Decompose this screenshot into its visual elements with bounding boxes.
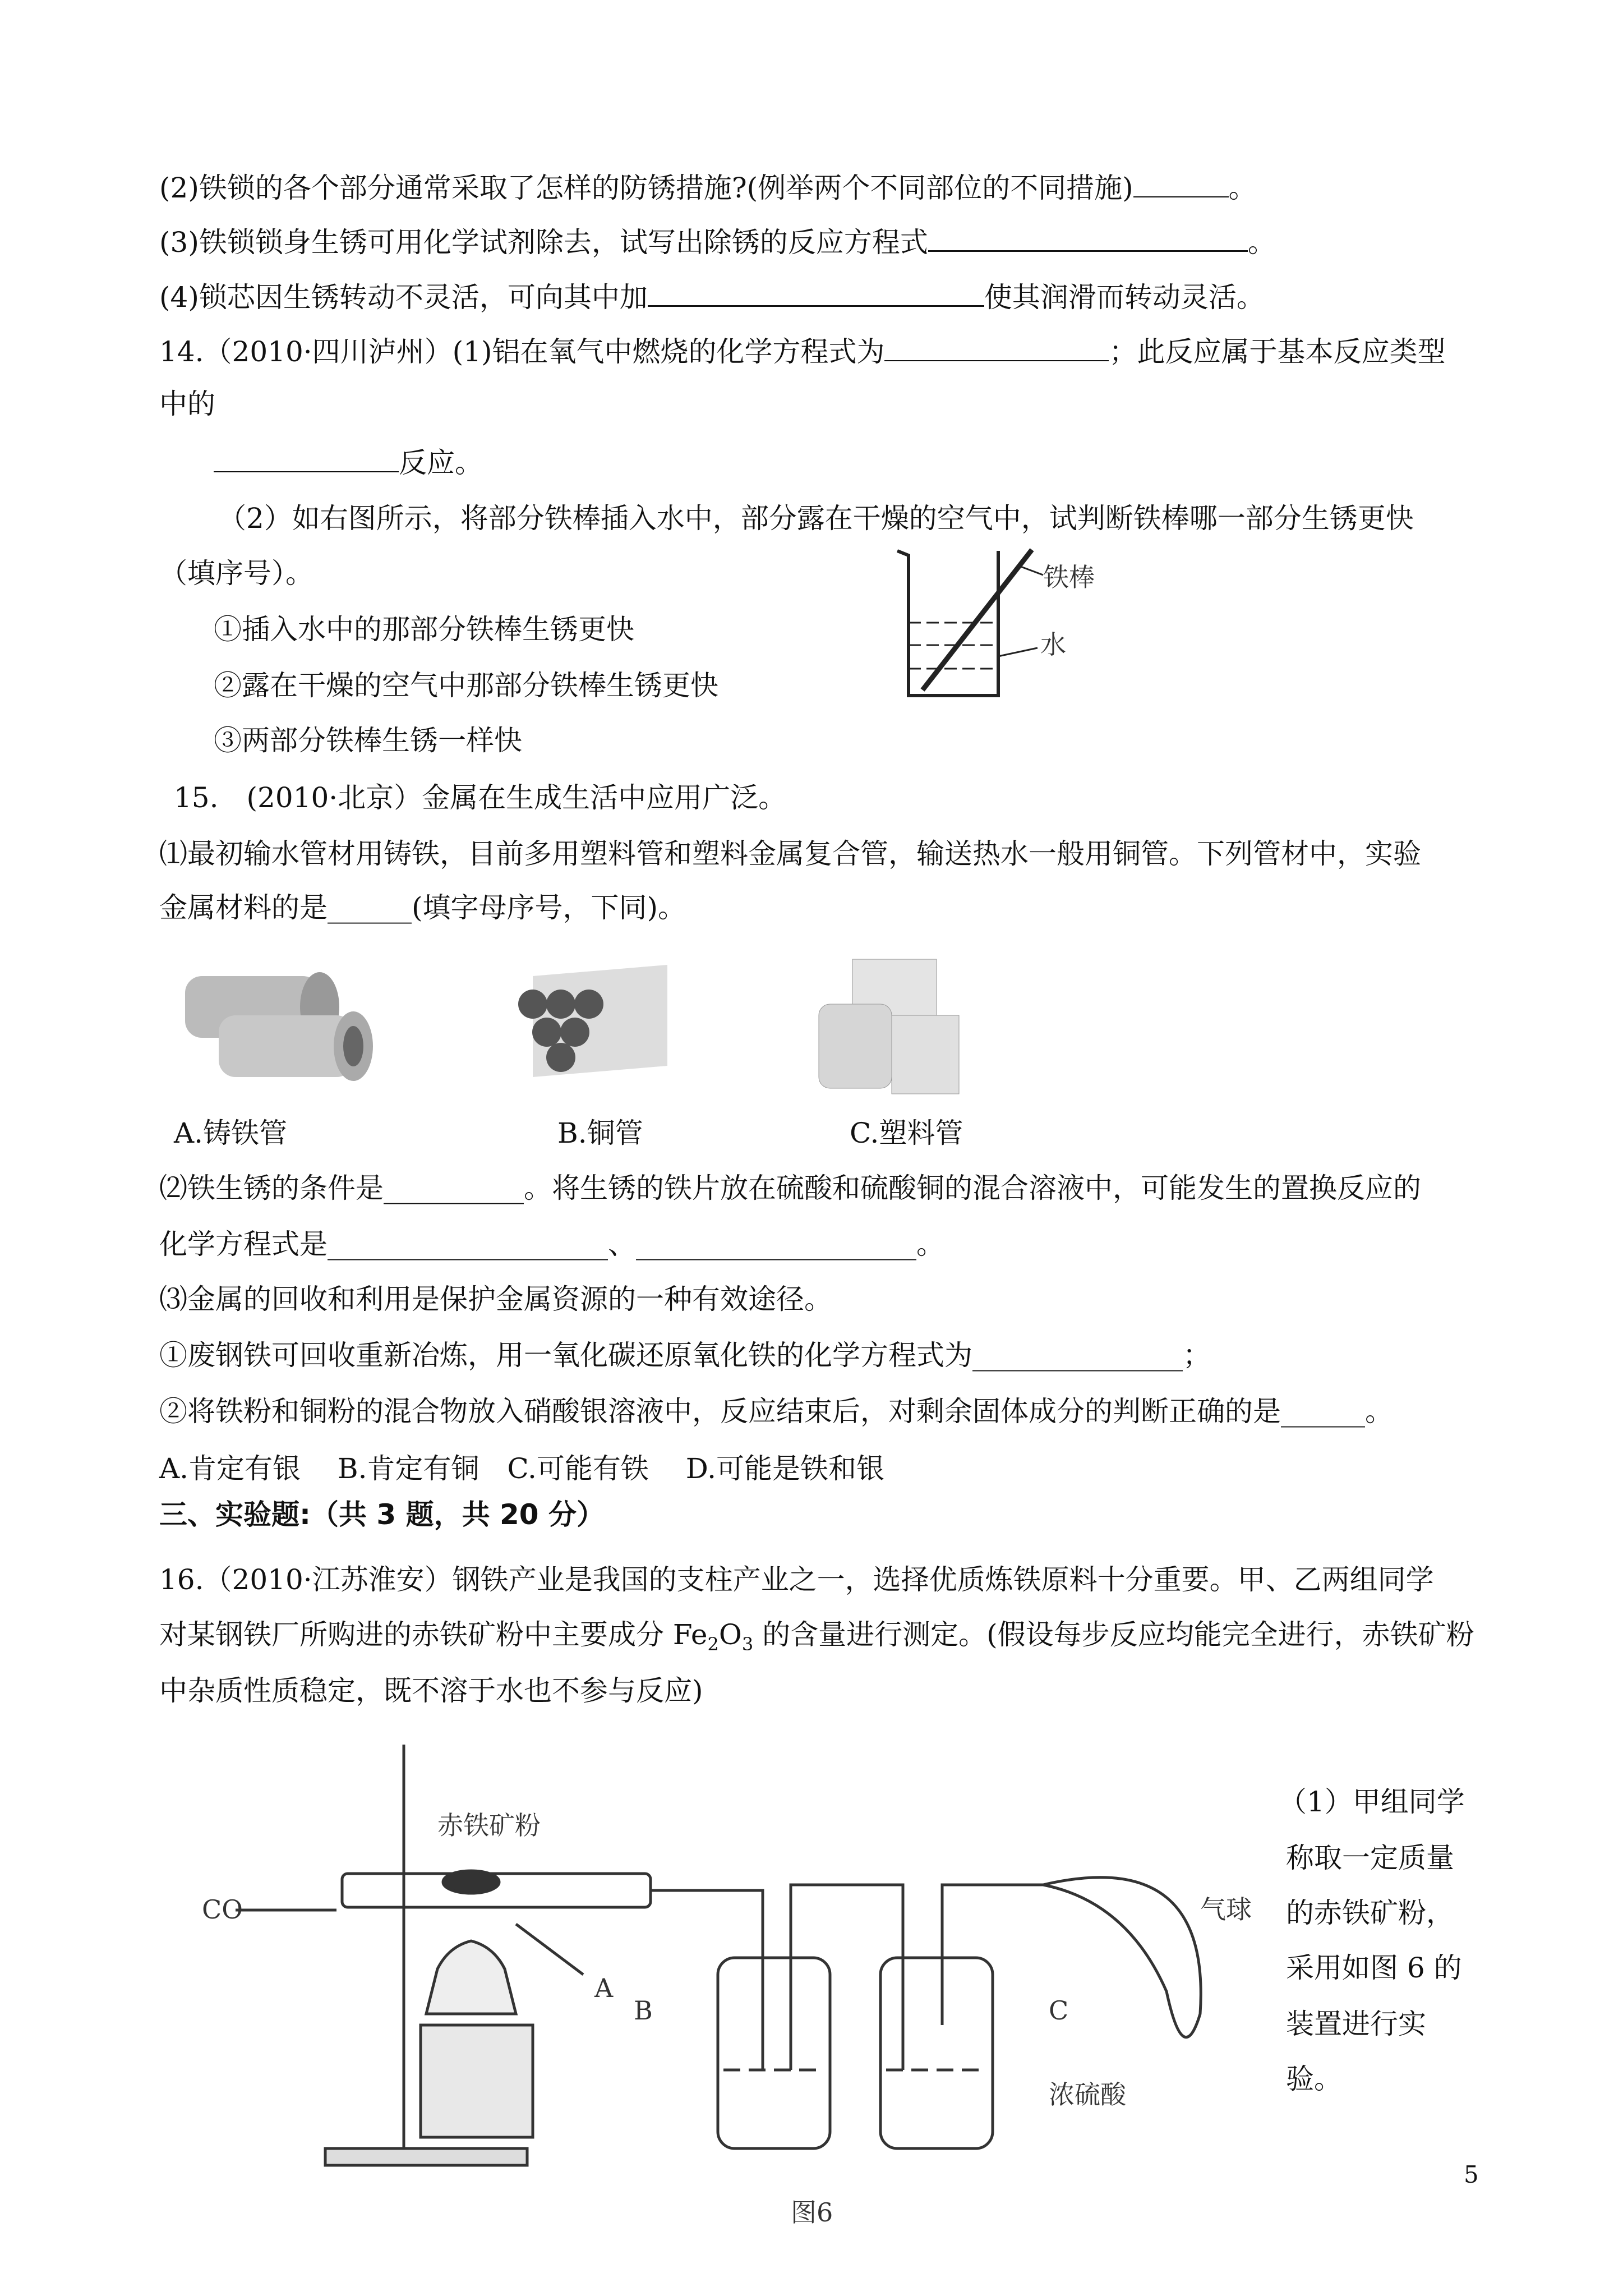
text: (3)铁锁锁身生锈可用化学试剂除去，试写出除锈的反应方程式 (159, 226, 928, 259)
acid-label: 浓硫酸 (1049, 2079, 1126, 2110)
q15-text: 金属材料的是______(填字母序号，下同)。 (159, 891, 686, 924)
text: (4)锁芯因生锈转动不灵活，可向其中加 (159, 281, 648, 314)
q16-side-text: 装置进行实 (1286, 2008, 1426, 2040)
q16-side-text: 的赤铁矿粉， (1286, 1897, 1454, 1929)
page-number: 5 (1464, 2161, 1479, 2188)
text: 的含量进行测定。(假设每步反应均能完全进行，赤铁矿粉 (753, 1618, 1474, 1651)
iron-rod (923, 550, 1032, 690)
q13-part2 (159, 168, 1257, 206)
q14-option-3: ③两部分铁棒生锈一样快 (214, 724, 522, 757)
q16-line (159, 1617, 1474, 1662)
q16-side-text: （1）甲组同学 (1279, 1786, 1465, 1818)
subscript: 2 (707, 1634, 719, 1655)
answer-blank[interactable] (214, 443, 399, 472)
pipe-images (174, 942, 1015, 1099)
q14-part1 (159, 332, 1445, 370)
q16-side-text: 采用如图 6 的 (1286, 1952, 1462, 1984)
text: ；此反应属于基本反应类型 (1109, 335, 1446, 368)
label-b: B (634, 1995, 653, 2026)
text: 对某钢铁厂所购进的赤铁矿粉中主要成分 Fe (159, 1618, 708, 1651)
answer-blank[interactable] (1133, 168, 1229, 197)
section-heading: 三、实验题:（共 3 题，共 20 分） (159, 1498, 605, 1531)
text: 14.（2010·四川泸州）(1)铝在氧气中燃烧的化学方程式为 (159, 335, 885, 368)
q14-option-2: ②露在干燥的空气中那部分铁棒生锈更快 (214, 669, 718, 702)
q15-part3: ⑶金属的回收和利用是保护金属资源的一种有效途径。 (159, 1283, 832, 1315)
q16-line: 中杂质性质稳定，既不溶于水也不参与反应) (159, 1674, 703, 1707)
q15-title: 15. (2010·北京）金属在生成生活中应用广泛。 (174, 781, 787, 814)
q13-part3 (159, 222, 1276, 260)
q16-side-text: 验。 (1286, 2063, 1342, 2095)
pipe-label-b: B.铜管 (557, 1117, 643, 1149)
apparatus-diagram (202, 1733, 1267, 2238)
text: O (718, 1618, 742, 1651)
label-c: C (1049, 1995, 1069, 2026)
q14-text: （填序号）。 (159, 557, 313, 590)
text: (2)铁锁的各个部分通常采取了怎样的防锈措施?(例举两个不同部位的不同措施) (159, 172, 1133, 204)
q15-part2: ⑵铁生锈的条件是__________。将生锈的铁片放在硫酸和硫酸铜的混合溶液中，可能发生的置换反应的 (159, 1172, 1421, 1204)
q14-text: 中的 (159, 388, 215, 420)
text: 。 (1228, 172, 1257, 204)
co-label: CO (202, 1894, 243, 1925)
q14-part2: （2）如右图所示，将部分铁棒插入水中，部分露在干燥的空气中，试判断铁棒哪一部分生锈更快 (218, 502, 1414, 535)
bottle-c (880, 1958, 993, 2148)
plastic-pipe-image (819, 959, 959, 1094)
answer-blank[interactable] (648, 277, 984, 307)
ore-label: 赤铁矿粉 (437, 1810, 541, 1841)
answer-blank[interactable] (884, 332, 1109, 361)
label-a: A (594, 1973, 614, 2003)
cast-iron-pipe-image (185, 972, 373, 1081)
q15-part1: ⑴最初输水管材用铸铁，目前多用塑料管和塑料金属复合管，输送热水一般用铜管。下列管材中，实验 (159, 838, 1421, 870)
q15-sub2: ②将铁粉和铜粉的混合物放入硝酸银溶液中，反应结束后，对剩余固体成分的判断正确的是______。 (159, 1395, 1393, 1428)
q14-reaction (214, 443, 483, 481)
q15-text: 化学方程式是____________________、____________________。 (159, 1228, 944, 1260)
q16-side-text: 称取一定质量 (1286, 1842, 1454, 1874)
alcohol-lamp (426, 1941, 516, 2014)
beaker-diagram (892, 539, 1127, 707)
figure-caption: 图6 (791, 2197, 833, 2228)
copper-pipe-image (518, 965, 667, 1077)
text: 使其润滑而转动灵活。 (984, 281, 1265, 314)
rod-label: 铁棒 (1043, 562, 1095, 592)
q14-option-1: ①插入水中的那部分铁棒生锈更快 (214, 613, 634, 646)
text: 。 (1247, 226, 1276, 259)
subscript: 3 (741, 1634, 754, 1655)
bottle-b (718, 1958, 830, 2148)
q15-choices: A.肯定有银 B.肯定有铜 C.可能有铁 D.可能是铁和银 (159, 1452, 884, 1485)
q16-line: 16.（2010·江苏淮安）钢铁产业是我国的支柱产业之一，选择优质炼铁原料十分重要。甲、乙两组同学 (159, 1563, 1434, 1596)
q15-sub1: ①废钢铁可回收重新冶炼，用一氧化碳还原氧化铁的化学方程式为_______________； (159, 1339, 1211, 1372)
pipe-label-a: A.铸铁管 (174, 1117, 288, 1149)
q13-part4 (159, 277, 1265, 315)
text: 反应。 (399, 447, 483, 479)
balloon-label: 气球 (1200, 1894, 1252, 1925)
water-label: 水 (1040, 629, 1066, 660)
pipe-label-c: C.塑料管 (850, 1117, 963, 1149)
answer-blank[interactable] (928, 222, 1248, 252)
